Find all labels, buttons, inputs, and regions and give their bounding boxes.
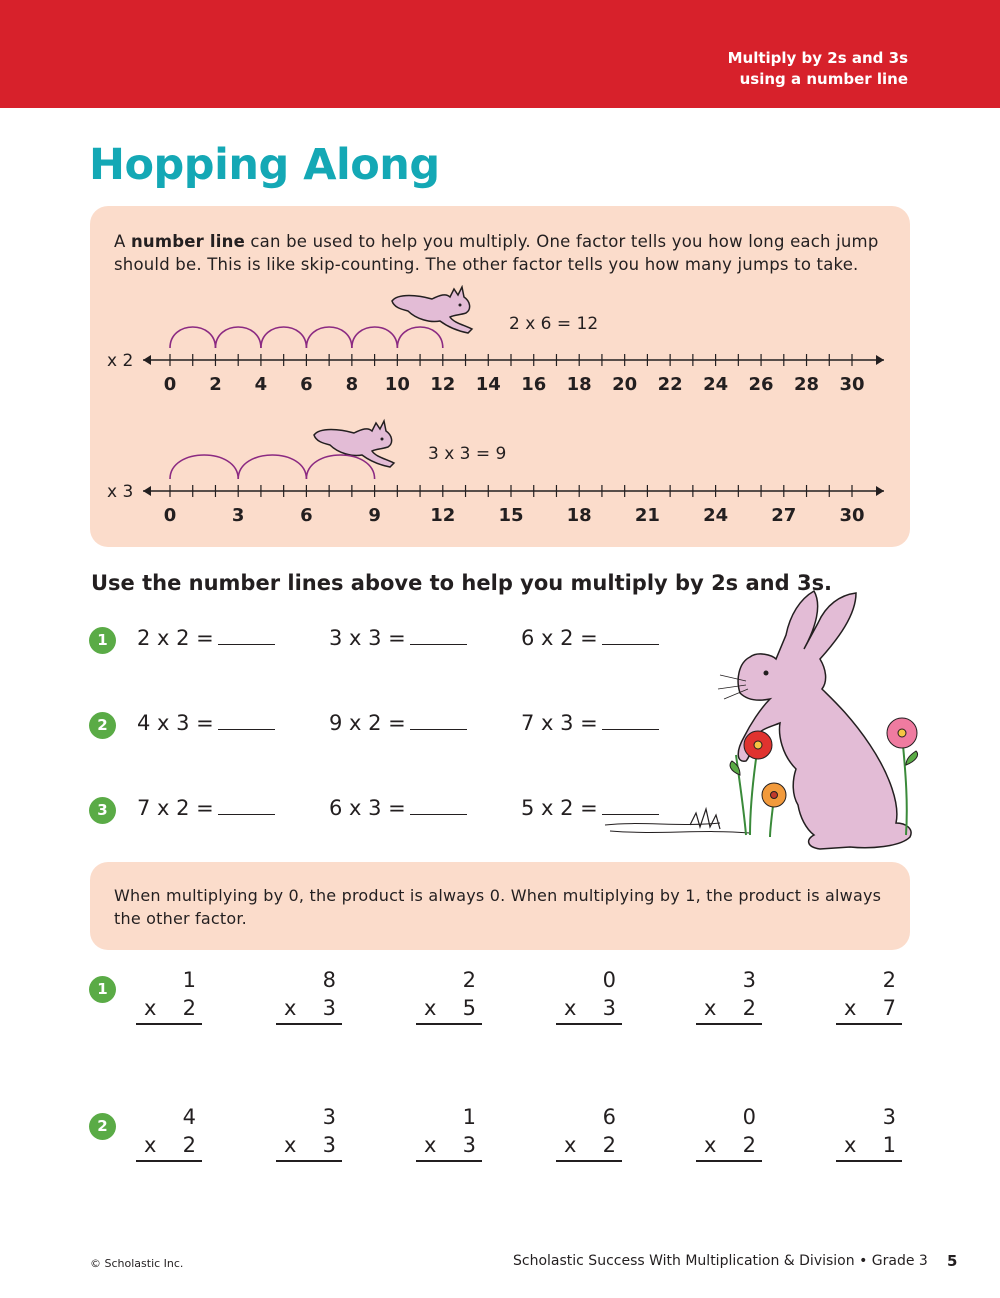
bottom-factor: 2	[742, 1133, 756, 1157]
nl3-tick-label: 3	[231, 505, 245, 526]
nl3-jump-arc	[238, 455, 306, 479]
operator: x	[424, 1133, 437, 1157]
intro-after: can be used to help you multiply. One factor tells you how long each jump should be. This is like skip-counting. The other factor tells you how many jumps to take.	[114, 232, 879, 274]
vertical-problem[interactable]	[136, 1105, 202, 1162]
nl3-arrow-left-icon	[143, 486, 151, 496]
equation-2x6: 2 x 6 = 12	[509, 314, 599, 334]
bottom-factor: 3	[462, 1133, 476, 1157]
standing-bunny-icon	[600, 585, 940, 860]
rule-text: When multiplying by 0, the product is always 0. When multiplying by 1, the product is always the other factor.	[114, 886, 882, 928]
answer-blank[interactable]	[218, 796, 275, 815]
nl3-tick-label: 21	[634, 505, 660, 526]
nl2-jump-arc	[306, 327, 351, 348]
footer-book-title: Scholastic Success With Multiplication & Division • Grade 3	[513, 1253, 928, 1269]
problem-text: 5 x 2 =	[521, 796, 598, 820]
nl2-tick-label: 8	[345, 374, 359, 395]
top-factor: 4	[182, 1105, 196, 1129]
top-factor: 1	[182, 968, 196, 992]
top-factor: 1	[462, 1105, 476, 1129]
bottom-row	[556, 996, 622, 1025]
top-factor: 3	[742, 968, 756, 992]
nl2-tick-label: 28	[794, 374, 820, 395]
nl2-jump-arc	[397, 327, 442, 348]
vertical-problem[interactable]	[276, 968, 342, 1025]
operator: x	[144, 996, 157, 1020]
multiplication-problem	[137, 626, 275, 650]
operator: x	[284, 1133, 297, 1157]
bottom-factor: 2	[602, 1133, 616, 1157]
problem-text: 2 x 2 =	[137, 626, 214, 650]
problem-number-badge: 2	[89, 712, 116, 739]
vertical-problem[interactable]	[136, 968, 202, 1025]
operator: x	[284, 996, 297, 1020]
top-factor: 2	[882, 968, 896, 992]
number-line-x3	[107, 455, 884, 526]
vertical-problem[interactable]	[416, 968, 482, 1025]
operator: x	[704, 996, 717, 1020]
top-factor: 3	[322, 1105, 336, 1129]
header-line-2: using a number line	[739, 70, 908, 88]
top-factor: 6	[602, 1105, 616, 1129]
nl2-label: x 2	[107, 351, 134, 371]
nl2-tick-label: 22	[657, 374, 683, 395]
bottom-factor: 3	[602, 996, 616, 1020]
footer-page-number: 5	[947, 1252, 958, 1270]
multiplication-problem	[137, 796, 275, 820]
nl3-tick-label: 30	[839, 505, 865, 526]
bottom-factor: 2	[182, 1133, 196, 1157]
problem-text: 6 x 3 =	[329, 796, 406, 820]
header-line-1: Multiply by 2s and 3s	[727, 49, 908, 67]
bottom-row	[276, 1133, 342, 1162]
bottom-factor: 2	[742, 996, 756, 1020]
bottom-row	[836, 996, 902, 1025]
vertical-problem[interactable]	[836, 968, 902, 1025]
bottom-row	[836, 1133, 902, 1162]
multiplication-problem	[137, 711, 275, 735]
vertical-problem[interactable]	[276, 1105, 342, 1162]
problem-number-badge: 2	[89, 1113, 116, 1140]
number-lines	[0, 0, 1000, 560]
vertical-problem[interactable]	[556, 1105, 622, 1162]
nl2-jump-arc	[261, 327, 306, 348]
answer-blank[interactable]	[410, 711, 467, 730]
operator: x	[424, 996, 437, 1020]
bottom-row	[696, 996, 762, 1025]
answer-blank[interactable]	[218, 711, 275, 730]
vertical-problem[interactable]	[416, 1105, 482, 1162]
nl3-tick-label: 15	[498, 505, 524, 526]
vertical-problem[interactable]	[556, 968, 622, 1025]
bottom-row	[416, 1133, 482, 1162]
page-title: Hopping Along	[89, 140, 440, 190]
nl2-jump-arc	[170, 327, 215, 348]
top-factor: 8	[322, 968, 336, 992]
nl3-tick-label: 0	[163, 505, 177, 526]
problem-text: 3 x 3 =	[329, 626, 406, 650]
intro-before: A	[114, 232, 131, 251]
answer-blank[interactable]	[218, 626, 275, 645]
bottom-factor: 1	[882, 1133, 896, 1157]
nl3-jump-arc	[306, 455, 374, 479]
bottom-row	[136, 1133, 202, 1162]
top-factor: 2	[462, 968, 476, 992]
operator: x	[564, 996, 577, 1020]
top-factor: 0	[742, 1105, 756, 1129]
nl2-tick-label: 18	[566, 374, 592, 395]
bottom-factor: 3	[322, 996, 336, 1020]
operator: x	[844, 996, 857, 1020]
bottom-factor: 7	[882, 996, 896, 1020]
problem-text: 4 x 3 =	[137, 711, 214, 735]
nl2-tick-label: 16	[521, 374, 547, 395]
operator: x	[564, 1133, 577, 1157]
answer-blank[interactable]	[410, 796, 467, 815]
bottom-row	[556, 1133, 622, 1162]
footer-copyright: © Scholastic Inc.	[90, 1257, 184, 1270]
multiplication-problem	[329, 796, 467, 820]
number-line-x2	[107, 327, 884, 395]
nl3-tick-label: 6	[300, 505, 313, 526]
equation-3x3: 3 x 3 = 9	[428, 444, 507, 464]
bottom-row	[416, 996, 482, 1025]
nl2-tick-label: 6	[300, 374, 313, 395]
nl2-tick-label: 4	[254, 374, 268, 395]
operator: x	[844, 1133, 857, 1157]
nl3-label: x 3	[107, 482, 134, 502]
problem-number-badge: 3	[89, 797, 116, 824]
nl3-arrow-right-icon	[876, 486, 884, 496]
nl2-tick-label: 26	[748, 374, 774, 395]
problem-number-badge: 1	[89, 976, 116, 1003]
bottom-factor: 3	[322, 1133, 336, 1157]
nl3-tick-label: 18	[566, 505, 592, 526]
problem-text: 7 x 3 =	[521, 711, 598, 735]
nl2-arrow-right-icon	[876, 355, 884, 365]
nl3-tick-label: 9	[368, 505, 381, 526]
problem-text: 6 x 2 =	[521, 626, 598, 650]
operator: x	[704, 1133, 717, 1157]
answer-blank[interactable]	[410, 626, 467, 645]
top-factor: 3	[882, 1105, 896, 1129]
vertical-problem[interactable]	[836, 1105, 902, 1162]
multiplication-problem	[329, 711, 467, 735]
operator: x	[144, 1133, 157, 1157]
nl2-tick-label: 10	[384, 374, 410, 395]
nl3-tick-label: 27	[771, 505, 797, 526]
top-factor: 0	[602, 968, 616, 992]
nl2-arrow-left-icon	[143, 355, 151, 365]
bottom-factor: 5	[462, 996, 476, 1020]
nl3-jump-arc	[170, 455, 238, 479]
nl2-tick-label: 24	[703, 374, 729, 395]
instruction-text: Use the number lines above to help you multiply by 2s and 3s.	[91, 571, 833, 595]
nl3-tick-label: 12	[430, 505, 456, 526]
intro-bold: number line	[130, 232, 245, 251]
nl2-tick-label: 2	[209, 374, 222, 395]
nl2-jump-arc	[352, 327, 397, 348]
bottom-row	[276, 996, 342, 1025]
bottom-row	[696, 1133, 762, 1162]
nl2-jump-arc	[215, 327, 260, 348]
bottom-row	[136, 996, 202, 1025]
multiplication-problem	[329, 626, 467, 650]
nl2-tick-label: 0	[163, 374, 177, 395]
nl2-tick-label: 14	[475, 374, 501, 395]
nl2-tick-label: 12	[430, 374, 456, 395]
nl2-tick-label: 30	[839, 374, 865, 395]
problem-text: 9 x 2 =	[329, 711, 406, 735]
vertical-problem[interactable]	[696, 968, 762, 1025]
vertical-problem[interactable]	[696, 1105, 762, 1162]
nl2-tick-label: 20	[612, 374, 638, 395]
problem-number-badge: 1	[89, 627, 116, 654]
nl3-tick-label: 24	[703, 505, 729, 526]
problem-text: 7 x 2 =	[137, 796, 214, 820]
bottom-factor: 2	[182, 996, 196, 1020]
